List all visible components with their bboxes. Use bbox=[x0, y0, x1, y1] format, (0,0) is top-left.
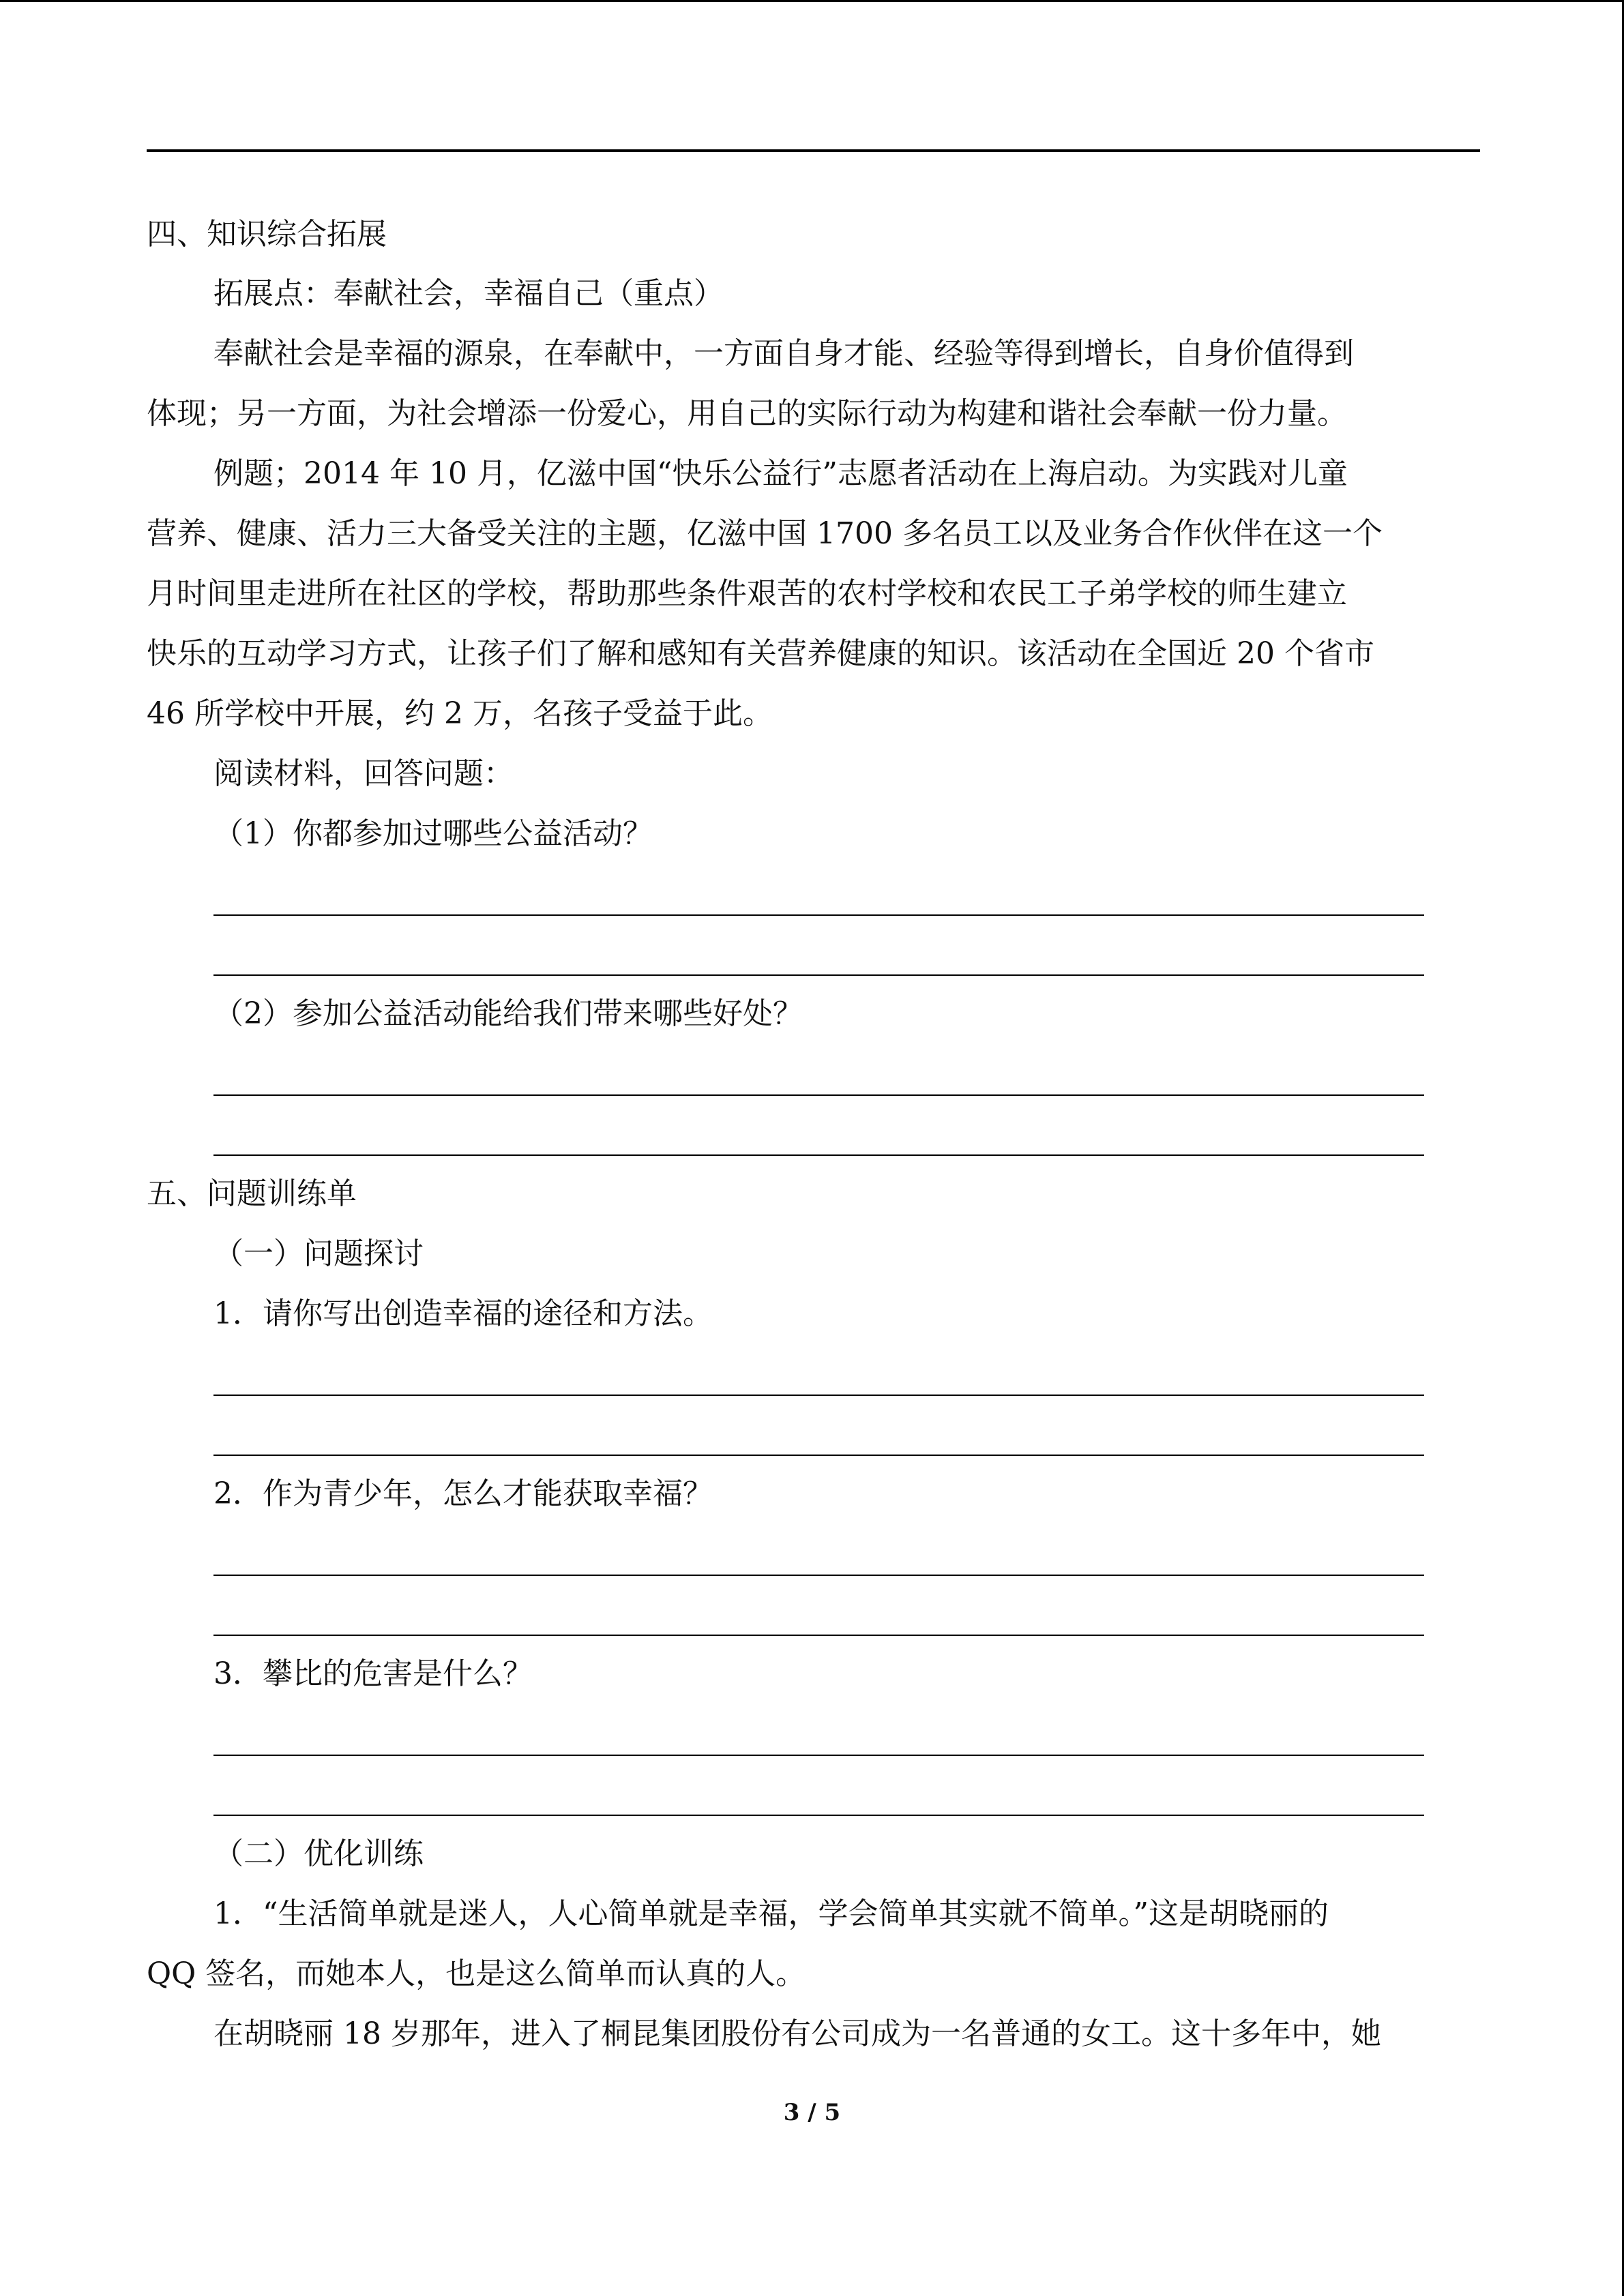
answer-line[interactable] bbox=[213, 1455, 1424, 1456]
problem-3: 3．攀比的危害是什么？ bbox=[213, 1656, 533, 1691]
answer-line[interactable] bbox=[213, 1635, 1424, 1636]
example-line: 快乐的互动学习方式，让孩子们了解和感知有关营养健康的知识。该活动在全国近 20 个省市 bbox=[147, 636, 1374, 671]
example-line: 月时间里走进所在社区的学校，帮助那些条件艰苦的农村学校和农民工子弟学校的师生建立 bbox=[147, 576, 1347, 611]
subheading-discussion: （一）问题探讨 bbox=[213, 1236, 424, 1271]
training-line: QQ 签名，而她本人，也是这么简单而认真的人。 bbox=[147, 1956, 806, 1991]
paragraph-line: 体现；另一方面，为社会增添一份爱心，用自己的实际行动为构建和谐社会奉献一份力量。 bbox=[147, 396, 1347, 431]
training-line: 在胡晓丽 18 岁那年，进入了桐昆集团股份有公司成为一名普通的女工。这十多年中，她 bbox=[213, 2016, 1381, 2051]
page-number: 3 / 5 bbox=[783, 2099, 841, 2126]
example-line: 例题；2014 年 10 月，亿滋中国“快乐公益行”志愿者活动在上海启动。为实践对儿童 bbox=[213, 456, 1348, 491]
question-2: （2）参加公益活动能给我们带来哪些好处？ bbox=[213, 996, 803, 1031]
answer-line[interactable] bbox=[213, 1395, 1424, 1396]
example-line: 营养、健康、活力三大备受关注的主题，亿滋中国 1700 多名员工以及业务合作伙伴在这一个 bbox=[147, 516, 1383, 551]
answer-line[interactable] bbox=[213, 1094, 1424, 1096]
read-instruction: 阅读材料，回答问题： bbox=[213, 756, 514, 791]
answer-line[interactable] bbox=[213, 1575, 1424, 1576]
example-line: 46 所学校中开展，约 2 万，名孩子受益于此。 bbox=[147, 696, 773, 731]
extension-point: 拓展点：奉献社会，幸福自己（重点） bbox=[213, 276, 724, 311]
paragraph-line: 奉献社会是幸福的源泉，在奉献中，一方面自身才能、经验等得到增长，自身价值得到 bbox=[213, 336, 1354, 371]
header-rule bbox=[147, 149, 1480, 152]
answer-line[interactable] bbox=[213, 974, 1424, 976]
page-top-border bbox=[0, 0, 1624, 2]
section4-heading: 四、知识综合拓展 bbox=[147, 217, 387, 252]
subheading-training: （二）优化训练 bbox=[213, 1836, 424, 1871]
answer-line[interactable] bbox=[213, 1815, 1424, 1816]
answer-line[interactable] bbox=[213, 1755, 1424, 1756]
section5-heading: 五、问题训练单 bbox=[147, 1176, 357, 1211]
answer-line[interactable] bbox=[213, 914, 1424, 916]
answer-line[interactable] bbox=[213, 1154, 1424, 1156]
problem-1: 1．请你写出创造幸福的途径和方法。 bbox=[213, 1296, 713, 1331]
training-line: 1．“生活简单就是迷人，人心简单就是幸福，学会简单其实就不简单。”这是胡晓丽的 bbox=[213, 1896, 1329, 1931]
problem-2: 2．作为青少年，怎么才能获取幸福？ bbox=[213, 1476, 713, 1511]
question-1: （1）你都参加过哪些公益活动？ bbox=[213, 816, 653, 851]
